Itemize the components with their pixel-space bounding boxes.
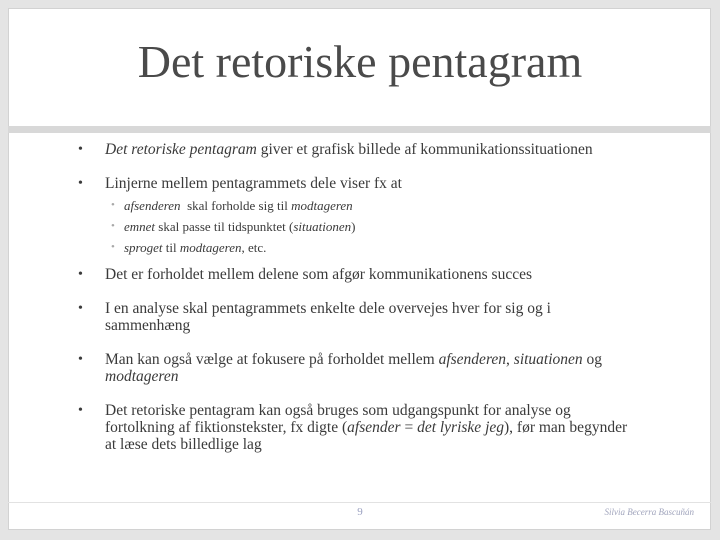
bullet-5: [76, 351, 636, 385]
bullet-6-part-2: afsender: [347, 419, 401, 436]
sub-bullet-3-part-3: modtageren: [179, 240, 242, 255]
sub-bullet-2-part-4: ): [351, 219, 356, 234]
sub-bullet-3-part-1: sproget: [124, 240, 163, 255]
bullet-5-part-3: ,: [506, 351, 514, 368]
title-divider: [8, 126, 711, 133]
bullet-4-part-1: I en analyse skal pentagrammets enkelte dele overvejes hver for sig og i sammenhæng: [105, 300, 551, 334]
bullet-5-part-6: modtageren: [105, 368, 179, 385]
bullet-5-part-1: Man kan også vælge at fokusere på forholdet mellem: [105, 351, 439, 368]
bullet-2-part-1: Linjerne mellem pentagrammets dele viser fx at: [105, 175, 402, 192]
sub-bullet-1-part-2: skal forholde sig til: [180, 198, 292, 213]
bullet-5-part-5: og: [582, 351, 603, 368]
sub-bullet-2-part-1: emnet: [124, 219, 156, 234]
bullet-5-part-2: afsenderen: [438, 351, 507, 368]
sub-bullet-3-part-2: til: [162, 240, 180, 255]
bullet-6-part-5: ), før man begynder at læse dets billedlige lag: [105, 419, 628, 453]
bullet-4: [76, 300, 636, 334]
sub-bullet-2: [76, 216, 636, 237]
bullet-6-part-1: Det retoriske pentagram kan også bruges som udgangspunkt for analyse og fortolkning af fiktionstekster, fx digte (: [105, 402, 571, 436]
author-credit: Silvia Becerra Bascuñán: [604, 507, 694, 517]
bullet-6: [76, 402, 636, 453]
bullet-1: [76, 141, 636, 158]
sub-bullet-1: [76, 195, 636, 216]
sub-bullet-2-part-2: skal passe til tidspunktet (: [155, 219, 294, 234]
bullet-1-part-2: giver et grafisk billede af kommunikationssituationen: [256, 141, 593, 158]
bullet-5-part-4: situationen: [513, 351, 583, 368]
sub-bullet-3: [76, 237, 636, 258]
bullet-6-part-4: det lyriske jeg: [417, 419, 505, 436]
bullet-1-part-1: Det retoriske pentagram: [105, 141, 257, 158]
bullet-3: [76, 266, 636, 283]
sub-bullet-3-part-4: , etc.: [241, 240, 267, 255]
footer-line: [8, 502, 711, 503]
slide-body: [76, 141, 636, 453]
bullet-6-part-3: =: [400, 419, 418, 436]
bullet-2: [76, 175, 636, 192]
sub-bullet-1-part-1: afsenderen: [124, 198, 181, 213]
sub-bullet-2-part-3: situationen: [293, 219, 352, 234]
sub-bullet-1-part-3: modtageren: [291, 198, 353, 213]
page-number: 9: [357, 506, 363, 518]
slide-title: Det retoriske pentagram: [137, 36, 583, 87]
bullet-3-part-1: Det er forholdet mellem delene som afgør kommunikationens succes: [105, 266, 532, 283]
